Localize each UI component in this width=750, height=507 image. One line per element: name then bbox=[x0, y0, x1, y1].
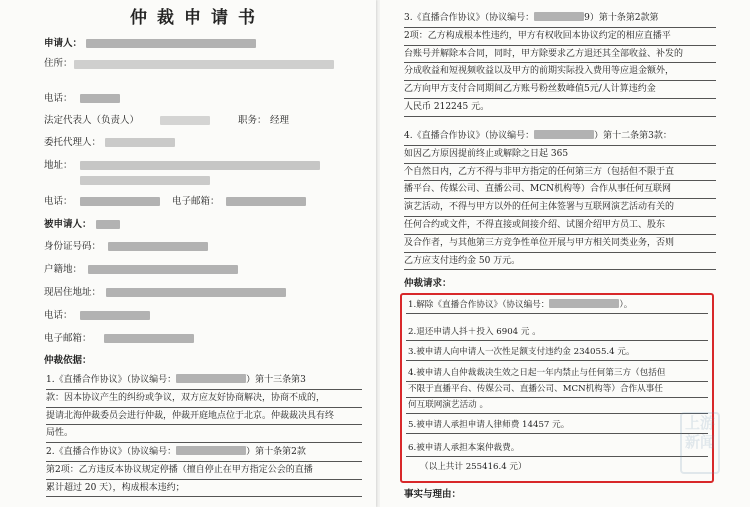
basis-item-2: 2.《直播合作协议》（协议编号： ）第十条第2款 第2项：乙方违反本协议规定停播（擅自停止在甲方指定公会的直播 累计超过 20 天），构成根本违约； bbox=[46, 444, 362, 497]
claim-3: 3.被申请人向申请人一次性足额支付违约金 234055.4 元。 bbox=[408, 347, 635, 357]
redaction bbox=[104, 334, 194, 343]
claim-1: 1.解除《直播合作协议》（协议编号： ）。 bbox=[408, 300, 633, 310]
claims-highlight-box bbox=[400, 293, 714, 483]
phone-label: 电话： bbox=[44, 93, 73, 104]
respondent-label: 被申请人： bbox=[44, 219, 92, 230]
redaction bbox=[88, 265, 238, 274]
claim-6: 6.被申请人承担本案仲裁费。 bbox=[408, 443, 520, 453]
redaction bbox=[74, 60, 334, 69]
claim-2: 2.退还申请人抖＋投入 6904 元 。 bbox=[408, 327, 541, 337]
resp-email-label: 电子邮箱： bbox=[44, 333, 92, 344]
redaction bbox=[80, 311, 150, 320]
redaction bbox=[86, 39, 256, 48]
document-title: 仲裁申请书 bbox=[130, 8, 265, 28]
email-label: 电子邮箱： bbox=[172, 196, 220, 207]
redaction bbox=[106, 288, 286, 297]
household-label: 户籍地： bbox=[44, 264, 83, 275]
basis-item-3: 3.《直播合作协议》（协议编号： 9）第十条第2款第 2项：乙方构成根本性违约，甲方有权收回本协议约定的相应直播平 台账号并解除本合同，同时，甲方除要求乙方退还其全部收益、补发的 分成收益和短视频收益以及甲方的前期实际投入费用等应退金额外， 乙方向甲方支付合同期间乙方账号粉丝数峰值5元/人计算违约金 人民币 212245 元。 bbox=[404, 10, 716, 117]
redaction bbox=[96, 220, 120, 229]
agent-label: 委托代理人： bbox=[44, 137, 102, 148]
facts-heading: 事实与理由： bbox=[404, 489, 462, 500]
legal-rep-label: 法定代表人（负责人） bbox=[44, 115, 140, 126]
redaction bbox=[226, 197, 306, 206]
applicant-label: 申请人： bbox=[44, 38, 83, 49]
redaction bbox=[105, 138, 175, 147]
news-watermark: 上游 新闻 bbox=[680, 412, 720, 474]
residence-label: 现居住地址： bbox=[44, 287, 102, 298]
redaction bbox=[80, 161, 320, 170]
redaction bbox=[80, 176, 210, 185]
claim-4-line-1: 4.被申请人自仲裁裁决生效之日起一年内禁止与任何第三方（包括但 bbox=[408, 368, 666, 378]
redaction bbox=[108, 242, 208, 251]
claims-total: （以上共计 255416.4 元） bbox=[420, 462, 527, 472]
agent-phone-label: 电话： bbox=[44, 196, 73, 207]
claims-heading: 仲裁请求： bbox=[404, 278, 452, 289]
position-value: 经理 bbox=[270, 115, 290, 126]
redaction bbox=[80, 197, 160, 206]
right-page bbox=[380, 0, 750, 507]
id-number-label: 身份证号码： bbox=[44, 241, 102, 252]
claim-4-line-2: 不限于直播平台、传媒公司、直播公司、MCN机构等）合作从事任 bbox=[408, 384, 663, 394]
basis-item-1: 1.《直播合作协议》（协议编号： ）第十三条第3 款：因本协议产生的纠纷或争议，双方应友好协商解决，协商不成的， 提请北海仲裁委员会进行仲裁，仲裁开庭地点位于北京。仲裁裁决具有终 局性。 bbox=[46, 372, 362, 443]
position-label: 职务： bbox=[238, 115, 267, 126]
redaction bbox=[160, 116, 210, 125]
agent-address-label: 地址： bbox=[44, 160, 73, 171]
address-label: 住所： bbox=[44, 58, 73, 69]
basis-heading: 仲裁依据： bbox=[44, 355, 92, 366]
claim-4-line-3: 何互联网演艺活动 。 bbox=[408, 400, 489, 410]
basis-item-4: 4.《直播合作协议》（协议编号： ）第十二条第3款： 如因乙方原因提前终止或解除之日起 365 个自然日内，乙方不得与非甲方指定的任何第三方（包括但不限于直 播平台、传媒公司、直播公司、MCN机构等）合作从事任何互联网 演艺活动，不得与甲方以外的任何主体签署与互联网演艺活动有关的 任何合约或文件，不得直接或间接介绍、试图介绍甲方员工、股东 及合作者，与其他第三方竞争性单位开展与甲方相关同类业务，否则 乙方应支付违约金 50 万元。 bbox=[404, 128, 716, 270]
claim-5: 5.被申请人承担申请人律师费 14457 元。 bbox=[408, 420, 570, 430]
resp-phone-label: 电话： bbox=[44, 310, 73, 321]
redaction bbox=[80, 94, 120, 103]
